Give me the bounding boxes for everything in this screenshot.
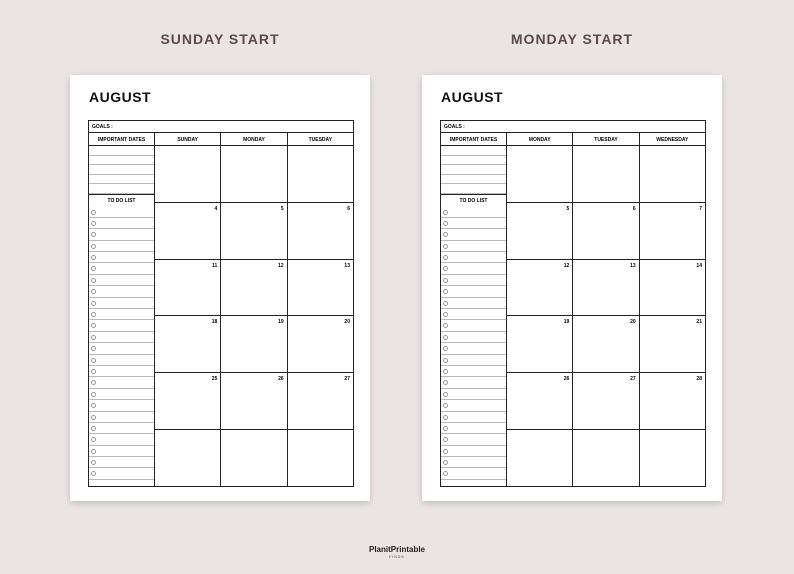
todo-item bbox=[441, 229, 506, 240]
goals-row bbox=[441, 121, 705, 133]
checkbox-circle-icon bbox=[91, 266, 96, 271]
checkbox-circle-icon bbox=[91, 449, 96, 454]
todo-item bbox=[89, 275, 154, 286]
important-dates-header: IMPORTANT DATES bbox=[441, 133, 506, 146]
day-cell bbox=[640, 430, 705, 487]
checkbox-circle-icon bbox=[91, 289, 96, 294]
checkbox-circle-icon bbox=[91, 437, 96, 442]
todo-item bbox=[441, 275, 506, 286]
todo-item bbox=[89, 332, 154, 343]
checkbox-circle-icon bbox=[443, 437, 448, 442]
checkbox-circle-icon bbox=[443, 380, 448, 385]
goals-row bbox=[89, 121, 353, 133]
todo-item bbox=[441, 207, 506, 218]
checkbox-circle-icon bbox=[91, 312, 96, 317]
checkbox-circle-icon bbox=[91, 380, 96, 385]
important-dates-line bbox=[441, 146, 506, 156]
goals-label: GOALS : bbox=[444, 124, 465, 130]
important-dates-line bbox=[441, 165, 506, 175]
todo-item bbox=[441, 457, 506, 468]
day-cell: 19 bbox=[507, 316, 573, 372]
important-dates-line bbox=[89, 165, 154, 175]
day-cell bbox=[221, 146, 287, 202]
todo-list-header: TO DO LIST bbox=[89, 194, 154, 207]
day-cell: 6 bbox=[347, 205, 350, 212]
day-cell bbox=[221, 430, 287, 487]
checkbox-circle-icon bbox=[91, 415, 96, 420]
day-cell: 20 bbox=[344, 319, 350, 326]
important-dates-line bbox=[89, 146, 154, 156]
week-row bbox=[155, 430, 353, 487]
checkbox-circle-icon bbox=[443, 426, 448, 431]
planner-page-monday-start bbox=[422, 75, 722, 501]
checkbox-circle-icon bbox=[443, 449, 448, 454]
checkbox-circle-icon bbox=[91, 255, 96, 260]
checkbox-circle-icon bbox=[443, 335, 448, 340]
todo-item bbox=[89, 423, 154, 434]
day-header: TUESDAY bbox=[308, 137, 333, 143]
todo-item bbox=[441, 434, 506, 445]
checkbox-circle-icon bbox=[443, 346, 448, 351]
day-cell: 28 bbox=[696, 376, 702, 383]
important-dates-line bbox=[441, 156, 506, 166]
day-cell: 7 bbox=[699, 205, 702, 212]
day-cell: 4 bbox=[155, 203, 221, 259]
todo-item bbox=[441, 332, 506, 343]
day-cell bbox=[288, 146, 353, 202]
week-row bbox=[507, 430, 705, 487]
checkbox-circle-icon bbox=[443, 210, 448, 215]
calendar-grid bbox=[440, 120, 706, 487]
goals-label: GOALS : bbox=[92, 124, 113, 130]
checkbox-circle-icon bbox=[443, 471, 448, 476]
todo-item bbox=[441, 309, 506, 320]
day-cell: 20 bbox=[573, 316, 639, 372]
todo-item bbox=[441, 446, 506, 457]
checkbox-circle-icon bbox=[443, 289, 448, 294]
todo-item bbox=[89, 366, 154, 377]
week-row bbox=[507, 260, 705, 317]
checkbox-circle-icon bbox=[443, 369, 448, 374]
important-dates-line bbox=[441, 175, 506, 185]
checkbox-circle-icon bbox=[91, 346, 96, 351]
day-cell bbox=[155, 146, 221, 202]
todo-item bbox=[441, 320, 506, 331]
day-cell: 21 bbox=[696, 319, 702, 326]
day-cell bbox=[573, 430, 639, 487]
checkbox-circle-icon bbox=[91, 426, 96, 431]
checkbox-circle-icon bbox=[443, 312, 448, 317]
month-title: AUGUST bbox=[441, 89, 504, 105]
todo-item bbox=[89, 207, 154, 218]
todo-item bbox=[441, 377, 506, 388]
week-row bbox=[507, 373, 705, 430]
todo-item bbox=[441, 263, 506, 274]
todo-item bbox=[441, 241, 506, 252]
day-header: TUESDAY bbox=[573, 133, 639, 145]
day-cell: 26 bbox=[221, 373, 287, 429]
checkbox-circle-icon bbox=[91, 232, 96, 237]
brand-logo-subtext: FINDS bbox=[389, 555, 405, 559]
checkbox-circle-icon bbox=[91, 278, 96, 283]
day-cell: 13 bbox=[573, 260, 639, 316]
checkbox-circle-icon bbox=[91, 210, 96, 215]
day-cell bbox=[288, 430, 353, 487]
day-cell: 12 bbox=[221, 260, 287, 316]
checkbox-circle-icon bbox=[443, 392, 448, 397]
week-row bbox=[155, 260, 353, 317]
todo-item bbox=[89, 252, 154, 263]
todo-item bbox=[89, 218, 154, 229]
days-area bbox=[507, 133, 705, 486]
todo-item bbox=[89, 377, 154, 388]
brand-logo-text: PlanitPrintable bbox=[368, 545, 425, 554]
checkbox-circle-icon bbox=[91, 335, 96, 340]
todo-list-header: TO DO LIST bbox=[441, 194, 506, 207]
day-header: WEDNESDAY bbox=[656, 137, 689, 143]
important-dates-line bbox=[89, 184, 154, 194]
todo-item bbox=[441, 412, 506, 423]
todo-item bbox=[441, 286, 506, 297]
todo-item bbox=[441, 343, 506, 354]
week-row bbox=[507, 146, 705, 203]
todo-item bbox=[89, 468, 154, 479]
days-area bbox=[155, 133, 353, 486]
week-row bbox=[507, 316, 705, 373]
checkbox-circle-icon bbox=[91, 301, 96, 306]
todo-item bbox=[89, 434, 154, 445]
todo-item bbox=[89, 241, 154, 252]
month-title: AUGUST bbox=[89, 89, 152, 105]
monday-start-heading: MONDAY START bbox=[510, 31, 634, 47]
day-cell: 14 bbox=[696, 262, 702, 269]
day-cell bbox=[155, 430, 221, 487]
todo-item bbox=[89, 355, 154, 366]
calendar-grid bbox=[88, 120, 354, 487]
day-cell: 6 bbox=[573, 203, 639, 259]
day-cell: 27 bbox=[344, 376, 350, 383]
checkbox-circle-icon bbox=[443, 255, 448, 260]
day-cell bbox=[640, 146, 705, 202]
checkbox-circle-icon bbox=[91, 221, 96, 226]
todo-item bbox=[89, 343, 154, 354]
checkbox-circle-icon bbox=[91, 244, 96, 249]
checkbox-circle-icon bbox=[443, 323, 448, 328]
todo-item bbox=[89, 412, 154, 423]
important-dates-header: IMPORTANT DATES bbox=[89, 133, 154, 146]
sidebar-column bbox=[441, 133, 507, 486]
checkbox-circle-icon bbox=[91, 323, 96, 328]
todo-item bbox=[441, 252, 506, 263]
week-row bbox=[155, 203, 353, 260]
day-cell: 19 bbox=[221, 316, 287, 372]
day-cell: 13 bbox=[344, 262, 350, 269]
todo-item bbox=[89, 298, 154, 309]
checkbox-circle-icon bbox=[91, 369, 96, 374]
day-headers-row bbox=[507, 133, 705, 146]
checkbox-circle-icon bbox=[443, 232, 448, 237]
sunday-start-heading: SUNDAY START bbox=[160, 31, 280, 47]
checkbox-circle-icon bbox=[443, 358, 448, 363]
todo-item bbox=[89, 400, 154, 411]
todo-item bbox=[89, 286, 154, 297]
todo-item bbox=[441, 468, 506, 479]
checkbox-circle-icon bbox=[443, 278, 448, 283]
week-row bbox=[155, 316, 353, 373]
day-cell: 26 bbox=[507, 373, 573, 429]
important-dates-line bbox=[89, 156, 154, 166]
day-cell: 18 bbox=[155, 316, 221, 372]
checkbox-circle-icon bbox=[91, 460, 96, 465]
day-cell: 11 bbox=[155, 260, 221, 316]
day-header: MONDAY bbox=[507, 133, 573, 145]
todo-item bbox=[441, 355, 506, 366]
day-cell: 5 bbox=[507, 203, 573, 259]
day-cell: 27 bbox=[573, 373, 639, 429]
todo-item bbox=[441, 400, 506, 411]
day-header: MONDAY bbox=[221, 133, 287, 145]
checkbox-circle-icon bbox=[443, 403, 448, 408]
day-headers-row bbox=[155, 133, 353, 146]
checkbox-circle-icon bbox=[443, 244, 448, 249]
day-cell bbox=[507, 430, 573, 487]
day-cell bbox=[507, 146, 573, 202]
checkbox-circle-icon bbox=[91, 403, 96, 408]
checkbox-circle-icon bbox=[91, 358, 96, 363]
todo-item bbox=[441, 423, 506, 434]
checkbox-circle-icon bbox=[443, 415, 448, 420]
planner-page-sunday-start bbox=[70, 75, 370, 501]
todo-item bbox=[441, 298, 506, 309]
checkbox-circle-icon bbox=[91, 471, 96, 476]
important-dates-line bbox=[89, 175, 154, 185]
week-row bbox=[155, 373, 353, 430]
day-cell bbox=[573, 146, 639, 202]
todo-item bbox=[89, 457, 154, 468]
checkbox-circle-icon bbox=[443, 460, 448, 465]
todo-item bbox=[441, 389, 506, 400]
day-cell: 12 bbox=[507, 260, 573, 316]
week-row bbox=[155, 146, 353, 203]
todo-item bbox=[89, 320, 154, 331]
day-header: SUNDAY bbox=[155, 133, 221, 145]
todo-item bbox=[89, 389, 154, 400]
checkbox-circle-icon bbox=[443, 266, 448, 271]
todo-item bbox=[89, 446, 154, 457]
week-row bbox=[507, 203, 705, 260]
todo-item bbox=[441, 218, 506, 229]
day-cell: 5 bbox=[221, 203, 287, 259]
todo-item bbox=[441, 366, 506, 377]
checkbox-circle-icon bbox=[443, 221, 448, 226]
sidebar-column bbox=[89, 133, 155, 486]
checkbox-circle-icon bbox=[443, 301, 448, 306]
important-dates-line bbox=[441, 184, 506, 194]
checkbox-circle-icon bbox=[91, 392, 96, 397]
todo-item bbox=[89, 263, 154, 274]
todo-item bbox=[89, 309, 154, 320]
day-cell: 25 bbox=[155, 373, 221, 429]
todo-item bbox=[89, 229, 154, 240]
